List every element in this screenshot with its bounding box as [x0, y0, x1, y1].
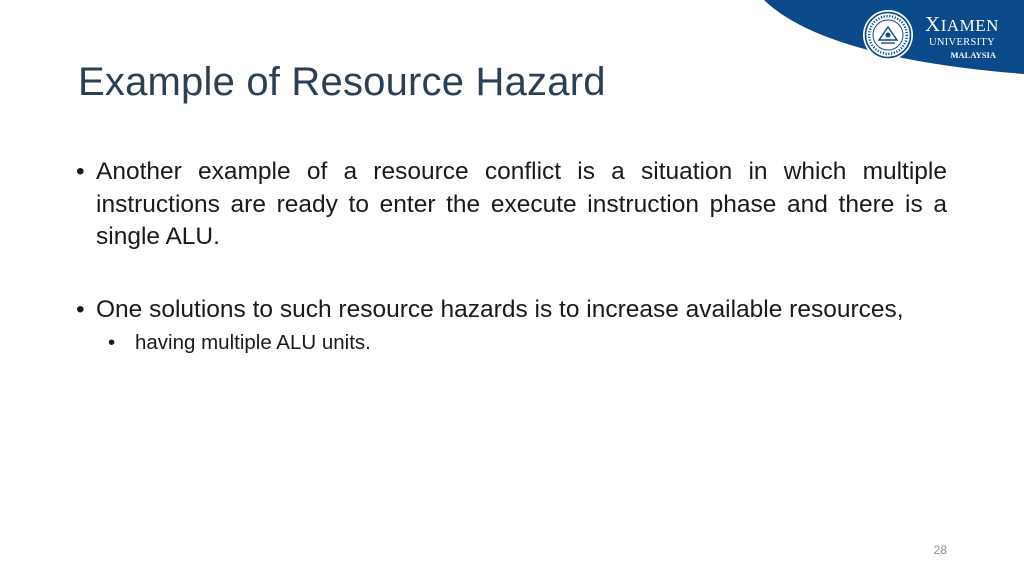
slide-body	[76, 156, 947, 357]
bullet-text: Another example of a resource conflict is a situation in which multiple instructions are ready to enter the execute instruction phase and there is a single ALU.	[96, 158, 947, 250]
sub-bullet-item	[108, 329, 947, 357]
sub-bullet-text: having multiple ALU units.	[135, 331, 371, 354]
wordmark-line2: UNIVERSITY	[929, 37, 995, 48]
wordmark-line3: MALAYSIA	[950, 49, 996, 60]
university-seal-icon	[862, 9, 914, 61]
wordmark-line1: IAMEN	[940, 16, 999, 35]
slide-title: Example of Resource Hazard	[78, 60, 606, 104]
sub-bullet-marker: •	[108, 331, 116, 354]
bullet-item	[76, 156, 947, 254]
page-number: 28	[933, 543, 947, 557]
wordmark-initial: X	[925, 12, 941, 36]
bullet-marker: •	[76, 295, 85, 323]
bullet-marker: •	[76, 158, 85, 185]
bullet-text: One solutions to such resource hazards is to increase available resources,	[96, 295, 904, 323]
bullet-item	[76, 294, 947, 327]
university-wordmark	[920, 14, 1004, 59]
